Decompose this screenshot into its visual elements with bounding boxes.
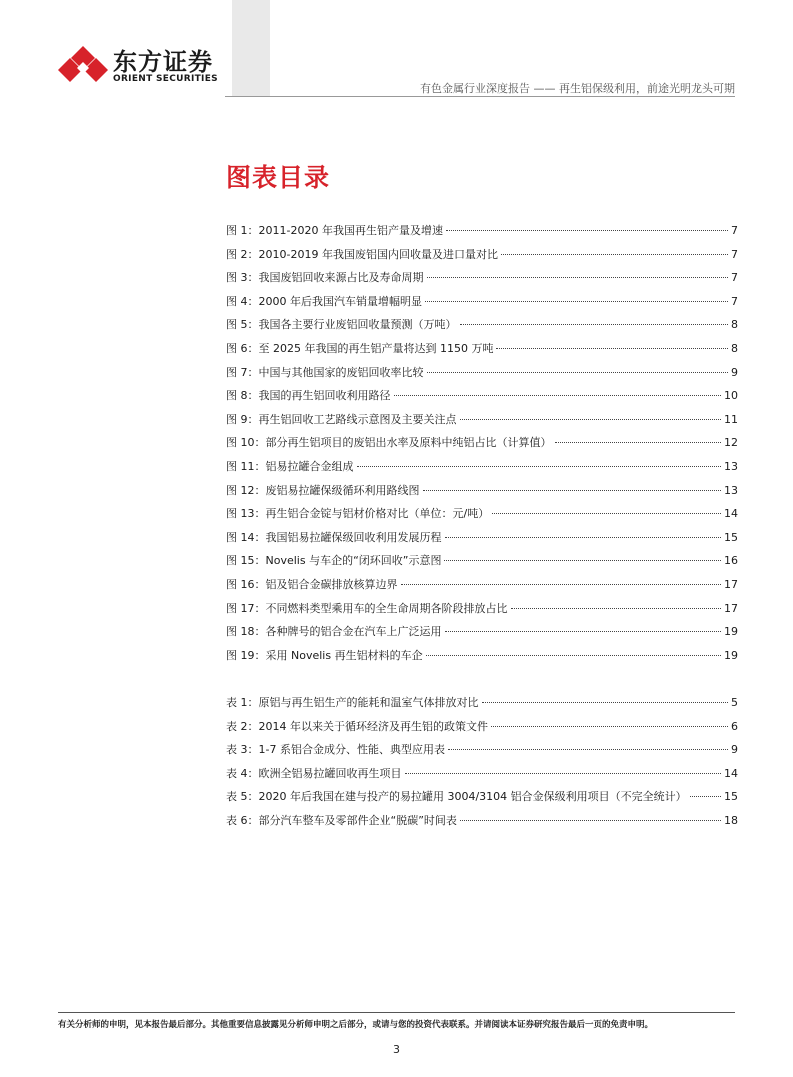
toc-entry[interactable] (226, 458, 738, 482)
toc-entry[interactable] (226, 741, 738, 765)
toc-entry-label: 图 18：各种牌号的铝合金在汽车上广泛运用 (226, 625, 442, 639)
toc-dot-leader (423, 490, 722, 491)
toc-entry[interactable] (226, 434, 738, 458)
toc-entry-label: 图 15：Novelis 与车企的“闭环回收”示意图 (226, 554, 442, 568)
toc-entry[interactable] (226, 316, 738, 340)
toc-entry-label: 表 4：欧洲全铝易拉罐回收再生项目 (226, 766, 402, 780)
toc-dot-leader (426, 655, 721, 656)
toc-entry[interactable] (226, 340, 738, 364)
toc-entry-label: 图 7：中国与其他国家的废铝回收率比较 (226, 365, 424, 379)
toc-dot-leader (501, 254, 728, 255)
toc-dot-leader (425, 301, 728, 302)
toc-entry-label: 图 2：2010-2019 年我国废铝国内回收量及进口量对比 (226, 247, 498, 261)
orient-securities-logo-icon (58, 44, 108, 84)
toc-entry-label: 表 3：1-7 系铝合金成分、性能、典型应用表 (226, 743, 445, 757)
toc-entry-page: 14 (724, 766, 738, 780)
table-list (226, 694, 738, 836)
toc-entry[interactable] (226, 411, 738, 435)
toc-dot-leader (427, 372, 729, 373)
toc-entry[interactable] (226, 600, 738, 624)
toc-dot-leader (394, 395, 722, 396)
toc-dot-leader (492, 513, 721, 514)
toc-entry-label: 图 12：废铝易拉罐保级循环利用路线图 (226, 483, 420, 497)
toc-entry[interactable] (226, 694, 738, 718)
toc-dot-leader (555, 442, 722, 443)
brand-name-en: ORIENT SECURITIES (113, 74, 218, 84)
toc-dot-leader (401, 584, 722, 585)
brand-name-cn: 东方证券 (113, 48, 213, 76)
toc-entry[interactable] (226, 623, 738, 647)
toc-entry[interactable] (226, 293, 738, 317)
toc-dot-leader (511, 608, 722, 609)
toc-entry-page: 15 (724, 530, 738, 544)
toc-dot-leader (448, 749, 728, 750)
toc-entry[interactable] (226, 718, 738, 742)
toc-entry-page: 9 (731, 365, 738, 379)
toc-entry-page: 8 (731, 341, 738, 355)
header-divider (225, 96, 735, 97)
toc-entry-page: 17 (724, 577, 738, 591)
toc-entry-page: 13 (724, 459, 738, 473)
footer-divider (58, 1012, 735, 1013)
toc-dot-leader (445, 537, 722, 538)
toc-entry-page: 6 (731, 719, 738, 733)
toc-entry-page: 12 (724, 436, 738, 450)
toc-entry-label: 图 1：2011-2020 年我国再生铝产量及增速 (226, 224, 443, 237)
toc-dot-leader (357, 466, 722, 467)
toc-entry-page: 16 (724, 554, 738, 568)
toc-entry-label: 表 6：部分汽车整车及零部件企业“脱碳”时间表 (226, 813, 457, 827)
toc-dot-leader (446, 230, 728, 231)
toc-entry[interactable] (226, 269, 738, 293)
toc-entry-label: 表 1：原铝与再生铝生产的能耗和温室气体排放对比 (226, 696, 479, 709)
toc-entry-page: 15 (724, 790, 738, 804)
toc-entry-label: 图 10：部分再生铝项目的废铝出水率及原料中纯铝占比（计算值） (226, 436, 552, 450)
toc-entry[interactable] (226, 505, 738, 529)
toc-entry-label: 图 9：再生铝回收工艺路线示意图及主要关注点 (226, 412, 457, 426)
toc-entry-page: 7 (731, 294, 738, 308)
figure-list (226, 222, 738, 670)
toc-entry[interactable] (226, 246, 738, 270)
disclaimer-text: 有关分析师的申明，见本报告最后部分。其他重要信息披露见分析师申明之后部分，或请与您的投资代表联系。并请阅读本证券研究报告最后一页的免责申明。 (58, 1020, 654, 1030)
toc-entry-page: 8 (731, 318, 738, 332)
toc-entry-label: 表 2：2014 年以来关于循环经济及再生铝的政策文件 (226, 719, 488, 733)
toc-entry-page: 13 (724, 483, 738, 497)
toc-entry-page: 9 (731, 743, 738, 757)
toc-dot-leader (491, 726, 728, 727)
toc-dot-leader (427, 277, 729, 278)
toc-entry[interactable] (226, 387, 738, 411)
toc-dot-leader (460, 419, 722, 420)
toc-entry[interactable] (226, 529, 738, 553)
toc-entry-label: 图 17：不同燃料类型乘用车的全生命周期各阶段排放占比 (226, 601, 508, 615)
toc-entry-page: 17 (724, 601, 738, 615)
toc-entry-page: 19 (724, 625, 738, 639)
report-header-line: 有色金属行业深度报告 —— 再生铝保级利用，前途光明龙头可期 (420, 82, 735, 95)
toc-entry[interactable] (226, 788, 738, 812)
toc-entry-page: 11 (724, 412, 738, 426)
header-tab-decoration (232, 0, 270, 96)
toc-dot-leader (482, 702, 729, 703)
toc-entry-page: 5 (731, 696, 738, 709)
toc-dot-leader (444, 560, 721, 561)
page-title: 图表目录 (226, 163, 331, 192)
toc-entry-label: 表 5：2020 年后我国在建与投产的易拉罐用 3004/3104 铝合金保级利用项目（不完全统计） (226, 790, 687, 804)
toc-entry-label: 图 4：2000 年后我国汽车销量增幅明显 (226, 294, 422, 308)
toc-entry-page: 7 (731, 271, 738, 285)
toc-dot-leader (460, 324, 729, 325)
toc-entry-label: 图 16：铝及铝合金碳排放核算边界 (226, 577, 398, 591)
toc-entry[interactable] (226, 647, 738, 671)
toc-dot-leader (690, 796, 721, 797)
toc-dot-leader (460, 820, 721, 821)
toc-entry[interactable] (226, 482, 738, 506)
toc-dot-leader (496, 348, 728, 349)
toc-entry-page: 7 (731, 247, 738, 261)
toc-entry-label: 图 13：再生铝合金锭与铝材价格对比（单位：元/吨） (226, 507, 490, 521)
toc-entry[interactable] (226, 812, 738, 836)
toc-entry[interactable] (226, 364, 738, 388)
toc-entry-page: 7 (731, 224, 738, 237)
toc-entry[interactable] (226, 222, 738, 246)
toc-entry-page: 19 (724, 648, 738, 662)
toc-dot-leader (405, 773, 722, 774)
toc-entry-label: 图 6：至 2025 年我国的再生铝产量将达到 1150 万吨 (226, 341, 494, 355)
toc-entry-label: 图 19：采用 Novelis 再生铝材料的车企 (226, 648, 423, 662)
toc-entry-label: 图 11：铝易拉罐合金组成 (226, 459, 354, 473)
toc-entry-label: 图 14：我国铝易拉罐保级回收利用发展历程 (226, 530, 442, 544)
toc-entry[interactable] (226, 552, 738, 576)
toc-dot-leader (445, 631, 722, 632)
toc-entry[interactable] (226, 765, 738, 789)
page-number: 3 (393, 1043, 400, 1056)
toc-entry-page: 18 (724, 813, 738, 827)
toc-entry-page: 14 (724, 507, 738, 521)
toc-entry[interactable] (226, 576, 738, 600)
toc-entry-label: 图 8：我国的再生铝回收利用路径 (226, 389, 391, 403)
toc-entry-label: 图 5：我国各主要行业废铝回收量预测（万吨） (226, 318, 457, 332)
toc-entry-label: 图 3：我国废铝回收来源占比及寿命周期 (226, 271, 424, 285)
toc-entry-page: 10 (724, 389, 738, 403)
